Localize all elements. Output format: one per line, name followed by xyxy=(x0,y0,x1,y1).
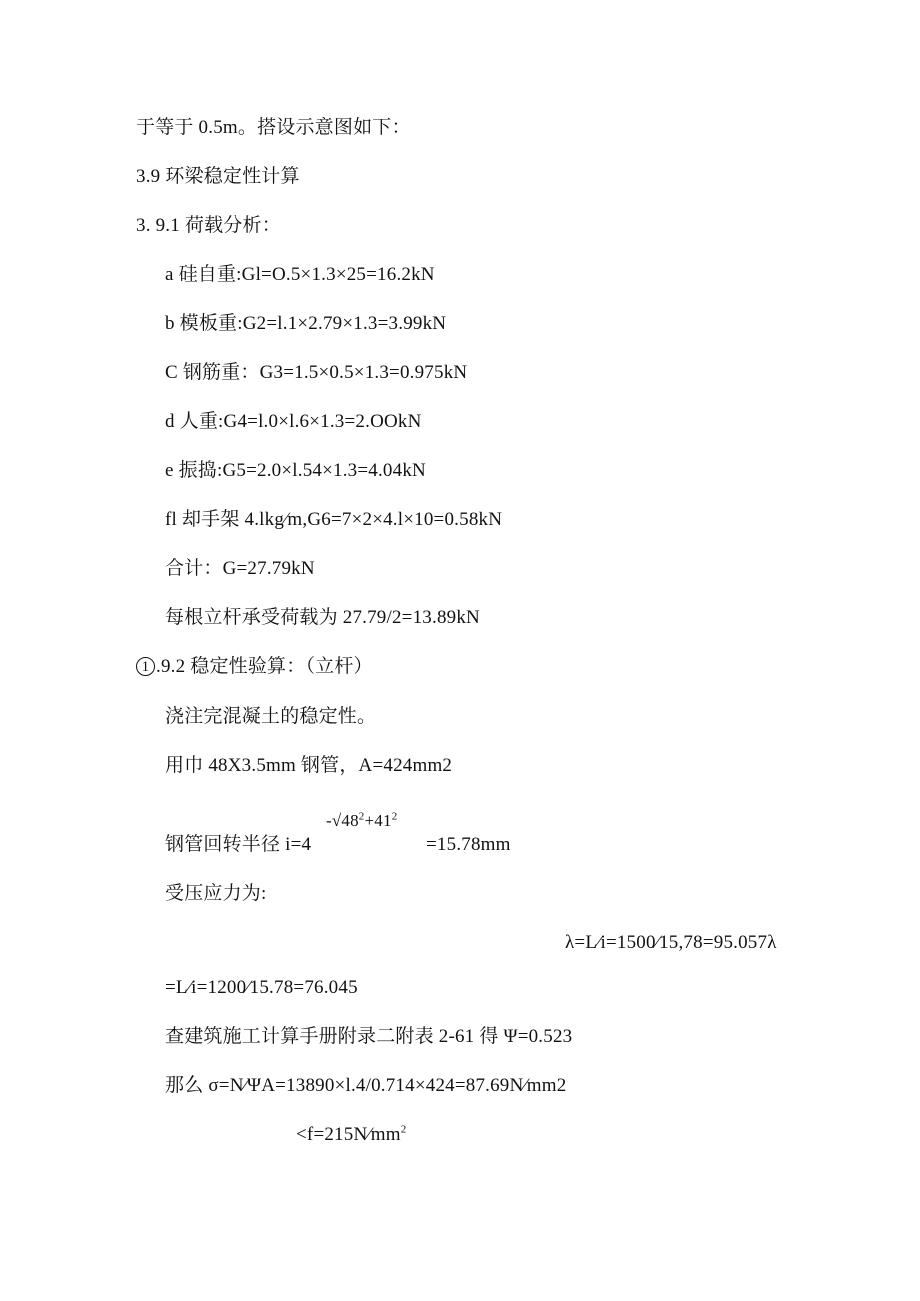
table-lookup: 查建筑施工计算手册附录二附表 2-61 得 Ψ=0.523 xyxy=(165,1026,573,1047)
text-line: 浇注完混凝土的稳定性。 xyxy=(165,706,377,727)
subsection-heading-stability xyxy=(136,656,373,678)
formula-superscript: 2 xyxy=(391,810,398,823)
load-item-a: a 硅自重:Gl=O.5×1.3×25=16.2kN xyxy=(165,264,435,285)
formula-superscript: 2 xyxy=(358,810,365,823)
stress-calc: 那么 σ=N∕ΨA=13890×l.4/0.714×424=87.69N∕mm2 xyxy=(165,1075,567,1096)
text-line: 受压应力为: xyxy=(165,883,267,904)
radius-formula xyxy=(326,810,397,832)
load-per-pole: 每根立杆承受荷载为 27.79/2=13.89kN xyxy=(165,607,480,628)
pipe-spec: 用巾 48X3.5mm 钢管，A=424mm2 xyxy=(165,755,453,776)
stress-limit-superscript: 2 xyxy=(400,1123,407,1136)
formula-part: -√48 xyxy=(326,811,359,830)
subsection-heading: 3. 9.1 荷载分析： xyxy=(136,215,281,236)
stress-limit xyxy=(296,1124,406,1146)
stress-limit-text: <f=215N∕mm xyxy=(296,1124,401,1145)
load-total: 合计：G=27.79kN xyxy=(165,558,315,579)
load-item-f: fl 却手架 4.lkg∕m,G6=7×2×4.l×10=0.58kN xyxy=(165,509,503,530)
slenderness-1: λ=L∕i=1500∕15,78=95.057λ xyxy=(565,932,777,953)
text-line: 于等于 0.5m。搭设示意图如下： xyxy=(136,117,411,138)
circled-number: 1 xyxy=(136,657,155,676)
section-heading: 3.9 环梁稳定性计算 xyxy=(136,166,300,187)
load-item-d: d 人重:G4=l.0×l.6×1.3=2.OOkN xyxy=(165,411,422,432)
radius-value: =15.78mm xyxy=(426,834,511,855)
subsection-heading-text: .9.2 稳定性验算：（立杆） xyxy=(156,656,373,677)
load-item-c: C 钢筋重：G3=1.5×0.5×1.3=0.975kN xyxy=(165,362,468,383)
load-item-e: e 振捣:G5=2.0×l.54×1.3=4.04kN xyxy=(165,460,426,481)
formula-part: +41 xyxy=(364,811,392,830)
slenderness-2: =L∕i=1200∕15.78=76.045 xyxy=(165,977,358,998)
radius-label: 钢管回转半径 i=4 xyxy=(165,834,312,855)
load-item-b: b 模板重:G2=l.1×2.79×1.3=3.99kN xyxy=(165,313,447,334)
